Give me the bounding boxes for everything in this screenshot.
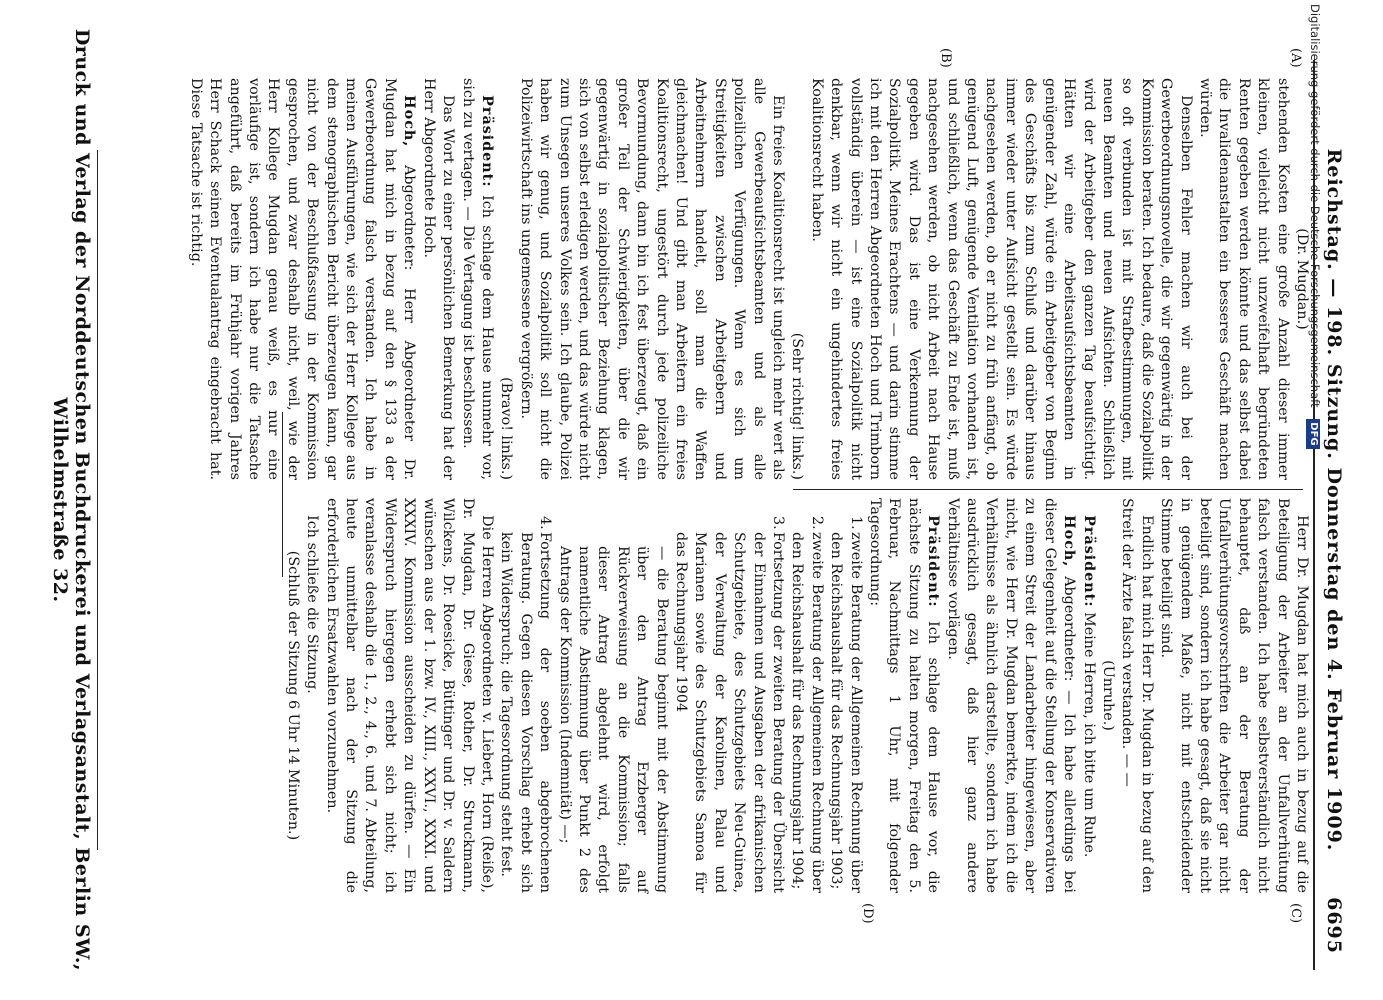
speech-text: Ich schlage dem Hause nunmehr vor, sich zu vertagen. — Die Vertagung ist beschlossen. [459,78,495,480]
digitization-note [1300,4,1330,1000]
margin-mark-c: (C) [1288,903,1303,924]
right-column [282,498,1311,893]
speech-hoch [942,498,1078,893]
interjection: (Sehr richtig! links.) [789,332,806,480]
speaker-label: Präsident: [478,95,495,188]
paragraph: Das Wort zu einer persönlichen Bemerkung hat der Herr Abgeordnete Hoch. [420,78,457,480]
section-rule [282,412,283,577]
interjection: (Unruhe.) [1099,660,1116,731]
agenda-item: 4. Fortsetzung der soeben abgebrochenen Beratung. Gegen diesen Vorschlag erhebt sich kein Widerspruch; die Tagesordnung steht fest. [498,516,554,893]
header-title: Reichstag. — 198. Sitzung. Donnerstag den 4. Februar 1909. [1323,148,1345,852]
speech-hoch [185,78,418,480]
speech-text: Ich schlage dem Hause vor, die nächste Sitzung zu halten morgen, Freitag den 5. Februar, Nachmittags 1 Uhr, mit folgender Tagesordnung: [867,498,942,893]
agenda-item: 1. zweite Beratung der Allgemeinen Rechnung über den Reichshaushalt für das Rechnungsjahr 1903; [828,516,864,893]
speaker-ref: (Dr. Mugdan.) [1294,228,1310,330]
speech-president [865,498,943,893]
paragraph: Endlich hat mich Herr Dr. Mugdan in bezug auf den Streit der Ärzte falsch verstanden. — — [1119,498,1155,893]
speech-text: Meine Herren, ich bitte um Ruhe. [1080,612,1097,858]
agenda-item: 2. zweite Beratung der Allgemeinen Rechnung über den Reichshaushalt für das Rechnungsjahr 1904; [789,516,825,893]
speaker-label: Präsident: [1080,515,1097,608]
paragraph: Denselben Fehler machen wir auch bei der Gewerbeordnungsnovelle, die wir gegenwärtig in der Kommission beraten. Ich bedaure, daß die Sozialpolitik so oft verbunden ist mit Strafbestimmungen, mit neuen Beamten und neuen Aufsichten. Schließlich wird der Arbeitgeber den ganzen Tag beaufsichtigt. Hätten wir eine Arbeitsaufsichtsbeamten in genügender Zahl, würde ein Arbeitgeber von Beginn des Geschäfts bis zum Schluß und darüber hinaus immer wieder unter Aufsicht gestellt sein. Es würde nachgesehen werden, ob er nicht zu früh anfängt, ob genügend Luft, genügende Ventilation vorhanden ist, und schließlich, wenn das Geschäft zu Ende ist, muß nachgesehen werden, ob nicht Arbeit nach Hause gegeben wird. Das ist eine Verkennung der Sozialpolitik. Meines Erachtens — und darin stimme ich mit den Herren Abgeordneten Hoch und Trimborn vollständig überein — ist eine Sozialpolitik nicht denkbar, wenn wir nicht ein ungehindertes freies Koalitionsrecht haben. [808,78,1194,480]
agenda-item: 3. Fortsetzung der zweiten Beratung der Übersicht der Einnahmen und Ausgaben der afrikanischen Schutzgebiete, des Schutzgebiets Neu-Guinea, der Verwaltung der Karolinen, Palau und Marianen sowie des Schutzgebiets Samoa für das Rechnungsjahr 1904 [673,516,787,893]
speaker-label: Hoch, [401,95,418,148]
imprint-footer: Druck und Verlag der Norddeutschen Buchdruckerei und Verlagsanstalt, Berlin SW., Wilhelmstraße 32. [49,28,93,972]
paragraph: Die Herren Abgeordneten v. Liebert, Horn (Reiße), Dr. Mugdan, Dr. Giese, Rother, Dr. Struckmann, Wilckens, Dr. Roesicke, Büttinger und Dr. v. Saldern wünschen aus der 1. bzw. IV., XIII., XXVI., XXXI. und XXXIV. Kommission ausscheiden zu dürfen. — Ein Widerspruch hiergegen erhebt sich nicht; ich veranlasse deshalb die 1., 2., 4., 6. und 7. Abteilung, heute unmittelbar nach der Sitzung die erforderlichen Ersatzwahlen vorzunehmen. [323,498,495,893]
paragraph: Ich schließe die Sitzung. [304,515,321,694]
speech-president [457,78,496,480]
column-divider [793,489,1303,490]
paragraph: stehenden Kosten eine große Anzahl dieser immer kleinen, vielleicht nicht unzweifelhaft begründeten Renten gegeben werden könnte und das selbst dabei die Invalidenanstalten ein besseres Geschäft machen würden. [1196,78,1291,480]
speech-text: Abgeordneter: Herr Abgeordneter Dr. Mugdan hat mich in bezug auf den § 133 a der Gewerbeordnung falsch verstanden. Ich habe in meinen Ausführungen, wie sich der Herr Kollege aus dem stenographischen Bericht überzeugen kann, gar nicht von der Beschlußfassung in der Kommission gesprochen, und zwar deshalb nicht, weil, wie der Herr Kollege Mugdan genau weiß, es nur eine vorläufige ist, sondern ich habe nur die Tatsache angeführt, daß bereits im Frühjahr vorigen Jahres Herr Schack seinen Eventualantrag eingebracht hat. Diese Tatsache ist richtig. [187,78,418,480]
speech-text: Abgeordneter: — Ich habe allerdings bei dieser Gelegenheit auf die Stellung der Konservativen zu einem Streit der Landarbeiter hingewiesen, aber nicht, wie Herr Dr. Mugdan bemerkte, indem ich die Verhältnisse als ähnlich darstellte, sondern ich habe ausdrücklich gesagt, daß hier ganz andere Verhältnisse vorlägen. [944,498,1078,893]
dfg-logo: DFG [1306,419,1320,448]
margin-mark-d: (D) [860,903,875,924]
paragraph: Ein freies Koalitionsrecht ist ungleich mehr wert als alle Gewerbeaufsichtsbeamten und als alle polizeilichen Verfügungen. Wenn es sich um Streitigkeiten zwischen Arbeitgebern und Arbeitnehmern handelt, soll man die Waffen gleichmachen! Und gibt man Arbeitern ein freies Koalitionsrecht, ungestört durch jede polizeiliche Bevormundung, dann bin ich fest überzeugt, daß ein großer Teil der Schwierigkeiten, über die wir gegenwärtig in sozialpolitischer Beziehung klagen, sich von selbst erledigen werden, und das würde nicht zum Unsegen unseres Volkes sein. Ich glaube, Polizei haben wir genug, und Sozialpolitik soll nicht die Polizeiwirtschaft ins ungemessene vergrößern. [517,78,787,480]
agenda-list [496,498,865,893]
speaker-label: Hoch, [1061,515,1078,568]
agenda-item-note: — die Beratung beginnt mit der Abstimmung über den Antrag Erzberger auf Rückverweisung an die Kommission; falls dieser Antrag abgelehnt wird, erfolgt namentliche Abstimmung über Punkt 2 des Antrags der Kommission (Indemnität) —; [556,546,670,893]
paragraph: Herr Dr. Mugdan hat mich auch in bezug auf die Beteiligung der Arbeiter an der Unfallverhütung falsch verstanden. Ich habe selbstverständlich nicht behauptet, daß an der Beratung der Unfallverhütungsvorschriften die Arbeiter gar nicht beteiligt sind, sondern ich habe gesagt, daß sie nicht in genügendem Maße, nicht mit entscheidender Stimme beteiligt sind. [1158,498,1310,893]
margin-mark-a: (A) [1288,48,1303,68]
speech-president [1078,498,1097,893]
interjection: (Bravo! links.) [498,377,515,480]
margin-mark-b: (B) [938,48,953,68]
digitization-text: Digitalisierung gefördert durch die Deutsche Forschungsgemeinschaft - [1308,4,1322,416]
closing-note: (Schluß der Sitzung 6 Uhr 14 Minuten.) [284,550,301,841]
page-number: 6695 [1323,897,1345,954]
footer-rule [97,150,98,850]
left-column [185,78,1311,480]
speaker-label: Präsident: [925,515,942,608]
